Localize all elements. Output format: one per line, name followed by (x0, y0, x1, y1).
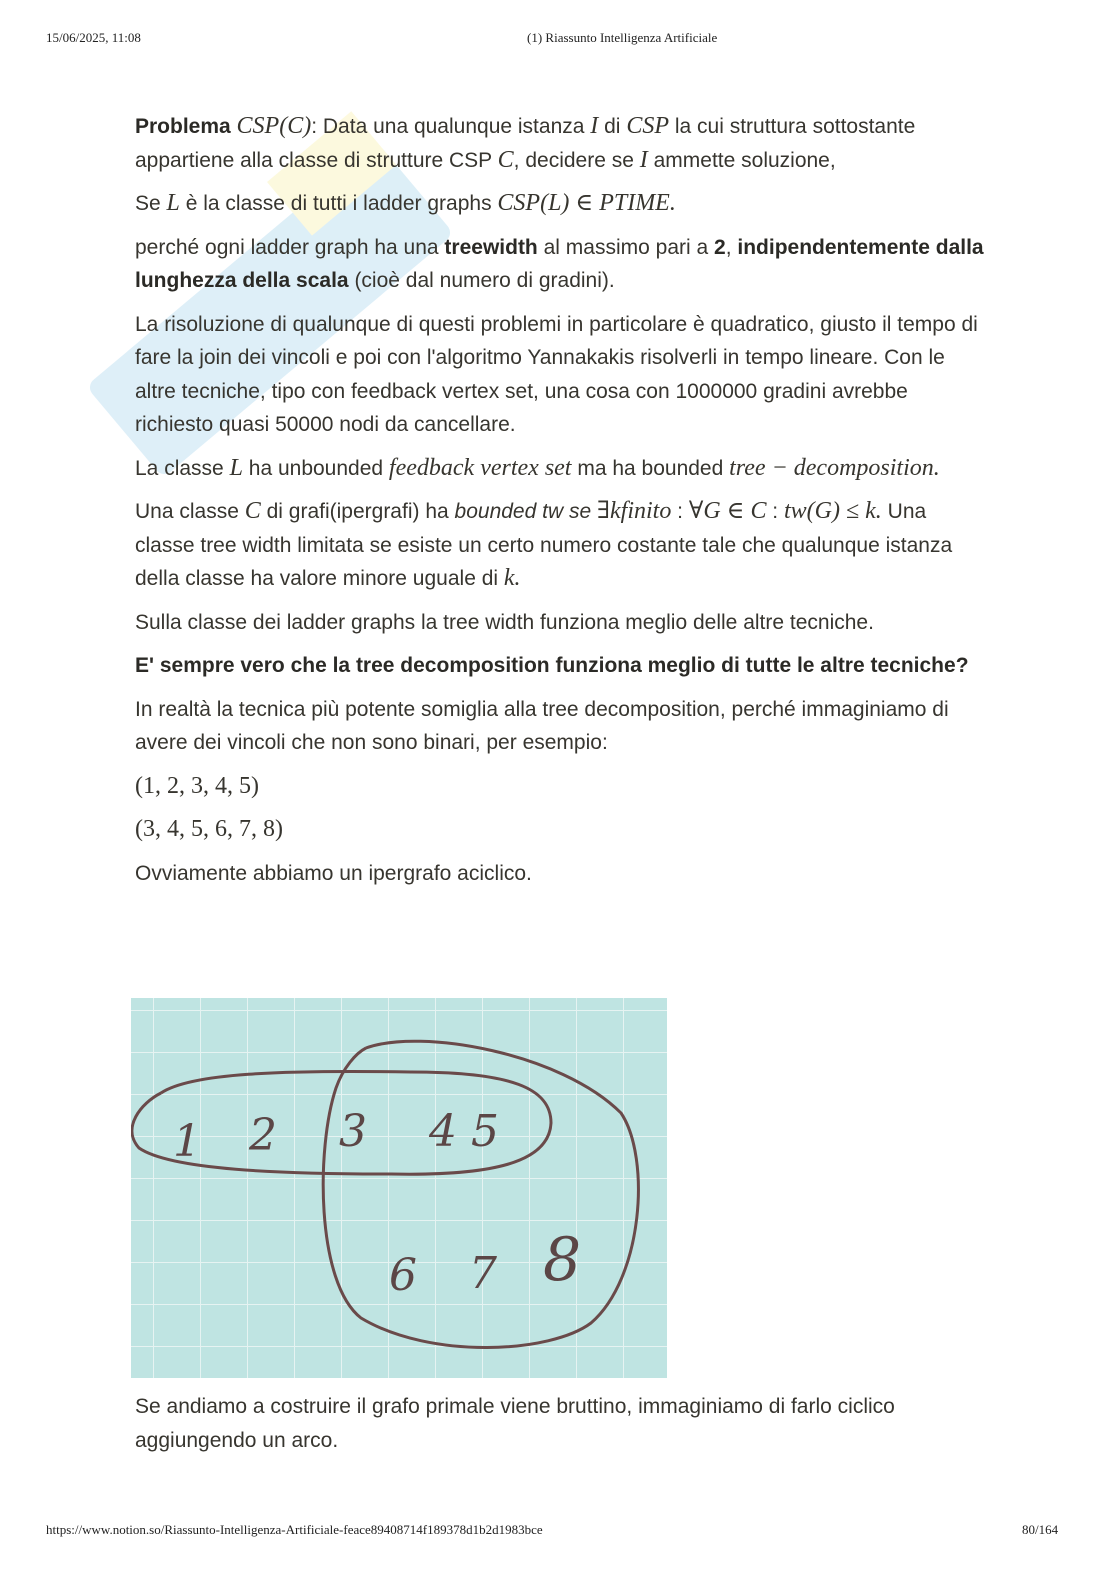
paragraph-acyclic: Ovviamente abbiamo un ipergrafo aciclico. (135, 861, 532, 885)
node-2: 2 (249, 1110, 277, 1161)
print-title: (1) Riassunto Intelligenza Artificiale (527, 30, 718, 45)
node-8: 8 (543, 1225, 582, 1295)
hypergraph-sketch (131, 998, 667, 1378)
node-5: 5 (471, 1106, 499, 1157)
paragraph-unbounded: La classe L ha unbounded feedback vertex set ma ha bounded tree − decomposition. (135, 454, 940, 481)
node-3: 3 (339, 1106, 367, 1157)
hypergraph-sketch-image (131, 998, 667, 1378)
paragraph-non-binary: In realtà la tecnica più potente somiglia alla tree decomposition, perché immaginiamo di avere dei vincoli che non sono binari, per esempio: (135, 697, 949, 754)
print-url: https://www.notion.so/Riassunto-Intelligenza-Artificiale-feace89408714f189378d1b2d1983bce (46, 1522, 543, 1537)
paragraph-ladder-better: Sulla classe dei ladder graphs la tree width funziona meglio delle altre tecniche. (135, 610, 874, 634)
node-4: 4 (429, 1106, 457, 1157)
print-datetime: 15/06/2025, 11:08 (46, 30, 141, 45)
page-content (135, 110, 985, 900)
page-number: 80/164 (1022, 1522, 1059, 1537)
paragraph-ladder-class: Se L è la classe di tutti i ladder graphs CSP(L) ∈ PTIME. (135, 190, 676, 216)
paragraph-primal-graph: Se andiamo a costruire il grafo primale viene bruttino, immaginiamo di farlo ciclico aggiungendo un arco. (135, 1395, 895, 1452)
paragraph-treewidth: perché ogni ladder graph ha una treewidth al massimo pari a 2, indipendentemente dalla lunghezza della scala (cioè dal numero di gradini). (135, 235, 984, 292)
tuple-1: (1, 2, 3, 4, 5) (135, 772, 259, 799)
node-1: 1 (173, 1116, 201, 1167)
tuple-2: (3, 4, 5, 6, 7, 8) (135, 816, 283, 842)
question-heading: E' sempre vero che la tree decomposition funziona meglio di tutte le altre tecniche? (135, 654, 969, 677)
node-6: 6 (389, 1250, 417, 1301)
paragraph-bounded-tw: Una classe C di grafi(ipergrafi) ha bounded tw se ∃kfinito : ∀G ∈ C : tw(G) ≤ k. Una classe tree width limitata se esiste un certo numero costante tale che qualunque istanza della classe ha valore minore uguale di k. (135, 498, 953, 591)
node-7: 7 (469, 1248, 497, 1299)
paragraph-problem: Problema CSP(C): Data una qualunque istanza I di CSP la cui struttura sottostante appartiene alla classe di strutture CSP C, decidere se I ammette soluzione, (135, 113, 916, 173)
paragraph-complexity: La risoluzione di qualunque di questi problemi in particolare è quadratico, giusto il tempo di fare la join dei vincoli e poi con l'algoritmo Yannakakis risolverli in tempo lineare. Con le altre tecniche, tipo con feedback vertex set, una cosa con 1000000 gradini avrebbe richiesto quasi 50000 nodi da cancellare. (135, 312, 978, 436)
